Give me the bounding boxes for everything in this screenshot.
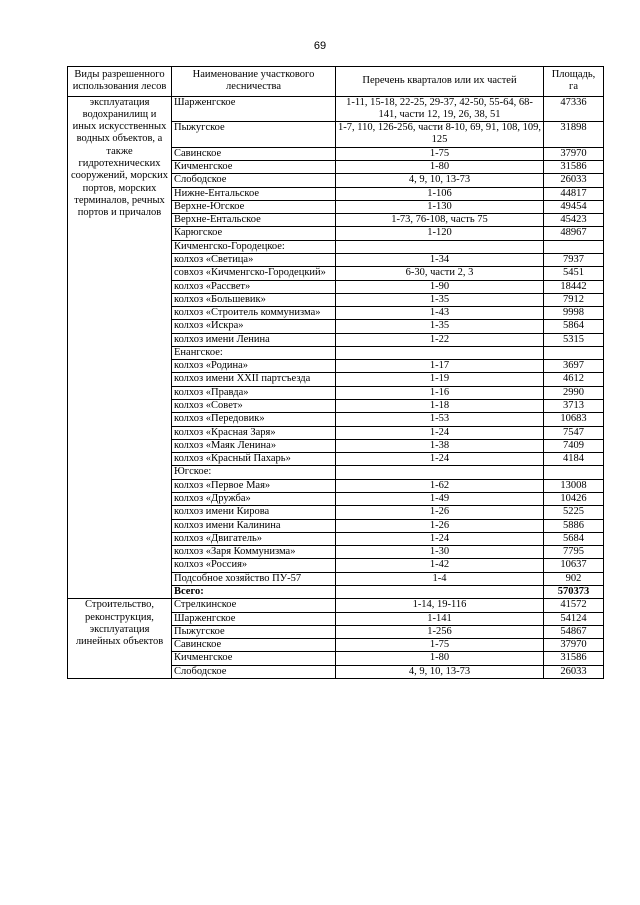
forestry-name-cell: Всего: [172,585,336,598]
forestry-name-cell: Кичменгское [172,652,336,665]
quarters-cell: 1-80 [336,160,544,173]
quarters-cell: 1-106 [336,187,544,200]
forestry-name-cell: Югское: [172,466,336,479]
forestry-name-cell: колхоз «Строитель коммунизма» [172,307,336,320]
quarters-cell: 1-90 [336,280,544,293]
quarters-cell: 1-26 [336,519,544,532]
quarters-cell: 1-4 [336,572,544,585]
quarters-cell: 1-43 [336,307,544,320]
area-cell: 5451 [544,267,604,280]
use-kind-cell: Строительство, реконструкция, эксплуатация линейных объектов [68,599,172,679]
area-cell: 9998 [544,307,604,320]
area-cell: 5684 [544,532,604,545]
area-cell: 54867 [544,625,604,638]
header-area: Площадь, га [544,67,604,97]
quarters-cell: 1-11, 15-18, 22-25, 29-37, 42-50, 55-64, 68-141, части 12, 19, 26, 38, 51 [336,96,544,122]
quarters-cell: 1-141 [336,612,544,625]
header-kind: Виды разрешенного использования лесов [68,67,172,97]
forestry-name-cell: Шарженгское [172,96,336,122]
area-cell: 47336 [544,96,604,122]
area-cell: 45423 [544,214,604,227]
table-row [68,599,604,612]
quarters-cell: 1-22 [336,333,544,346]
area-cell: 31898 [544,122,604,148]
quarters-cell: 1-38 [336,439,544,452]
forestry-name-cell: колхоз «Первое Мая» [172,479,336,492]
area-cell: 41572 [544,599,604,612]
header-quarters: Перечень кварталов или их частей [336,67,544,97]
quarters-cell: 1-75 [336,639,544,652]
forestry-name-cell: колхоз «Совет» [172,400,336,413]
quarters-cell: 1-16 [336,386,544,399]
forestry-name-cell: Савинское [172,147,336,160]
area-cell: 49454 [544,200,604,213]
area-cell: 5864 [544,320,604,333]
area-cell: 4184 [544,453,604,466]
page-number: 69 [313,40,327,52]
quarters-cell: 1-130 [336,200,544,213]
area-cell: 3697 [544,360,604,373]
quarters-cell: 1-17 [336,360,544,373]
quarters-cell: 1-19 [336,373,544,386]
area-cell: 44817 [544,187,604,200]
area-cell: 18442 [544,280,604,293]
quarters-cell: 4, 9, 10, 13-73 [336,665,544,678]
forestry-name-cell: колхоз «Светица» [172,253,336,266]
quarters-cell: 1-34 [336,253,544,266]
area-cell [544,240,604,253]
area-cell: 570373 [544,585,604,598]
forestry-name-cell: Слободское [172,665,336,678]
quarters-cell: 1-62 [336,479,544,492]
table-body [68,96,604,678]
forestry-name-cell: Верхне-Ентальское [172,214,336,227]
forestry-name-cell: колхоз «Родина» [172,360,336,373]
forestry-name-cell: колхоз «Россия» [172,559,336,572]
quarters-cell: 4, 9, 10, 13-73 [336,174,544,187]
quarters-cell: 1-24 [336,453,544,466]
forestry-name-cell: колхоз «Маяк Ленина» [172,439,336,452]
area-cell: 37970 [544,147,604,160]
forestry-name-cell: Кичменгско-Городецкое: [172,240,336,253]
forestry-name-cell: колхоз «Искра» [172,320,336,333]
area-cell: 10683 [544,413,604,426]
quarters-cell: 1-42 [336,559,544,572]
quarters-cell: 1-120 [336,227,544,240]
area-cell: 7795 [544,546,604,559]
forestry-name-cell: Кичменгское [172,160,336,173]
quarters-cell: 1-14, 19-116 [336,599,544,612]
area-cell: 7937 [544,253,604,266]
area-cell: 7912 [544,293,604,306]
header-forestry: Наименование участкового лесничества [172,67,336,97]
table-row [68,96,604,122]
forestry-name-cell: Шарженгское [172,612,336,625]
quarters-cell: 1-35 [336,320,544,333]
forestry-name-cell: колхоз имени Ленина [172,333,336,346]
forestry-name-cell: Стрелкинское [172,599,336,612]
table-header-row [68,67,604,97]
forestry-name-cell: совхоз «Кичменгско-Городецкий» [172,267,336,280]
forestry-name-cell: Слободское [172,174,336,187]
area-cell: 5315 [544,333,604,346]
area-cell [544,466,604,479]
forestry-name-cell: Пыжугское [172,625,336,638]
area-cell: 5886 [544,519,604,532]
quarters-cell: 1-35 [336,293,544,306]
area-cell [544,346,604,359]
area-cell: 2990 [544,386,604,399]
forestry-name-cell: колхоз «Красный Пахарь» [172,453,336,466]
forest-use-table [67,66,604,679]
forestry-name-cell: Верхне-Югское [172,200,336,213]
quarters-cell: 1-49 [336,493,544,506]
quarters-cell: 6-30, части 2, 3 [336,267,544,280]
forestry-name-cell: колхоз «Двигатель» [172,532,336,545]
forestry-name-cell: колхоз «Красная Заря» [172,426,336,439]
forestry-name-cell: Нижне-Ентальское [172,187,336,200]
quarters-cell: 1-7, 110, 126-256, части 8-10, 69, 91, 108, 109, 125 [336,122,544,148]
forestry-name-cell: колхоз «Заря Коммунизма» [172,546,336,559]
area-cell: 7409 [544,439,604,452]
quarters-cell: 1-30 [336,546,544,559]
area-cell: 26033 [544,665,604,678]
quarters-cell: 1-73, 76-108, часть 75 [336,214,544,227]
quarters-cell: 1-18 [336,400,544,413]
area-cell: 26033 [544,174,604,187]
quarters-cell: 1-24 [336,532,544,545]
area-cell: 37970 [544,639,604,652]
area-cell: 902 [544,572,604,585]
area-cell: 13008 [544,479,604,492]
area-cell: 5225 [544,506,604,519]
quarters-cell: 1-80 [336,652,544,665]
forestry-name-cell: колхоз «Дружба» [172,493,336,506]
forestry-name-cell: Енангское: [172,346,336,359]
forestry-name-cell: Карюгское [172,227,336,240]
quarters-cell [336,346,544,359]
forestry-name-cell: колхоз имени XXII партсъезда [172,373,336,386]
quarters-cell: 1-53 [336,413,544,426]
area-cell: 3713 [544,400,604,413]
use-kind-cell: эксплуатация водохранилищ и иных искусственных водных объектов, а также гидротехнических сооружений, морских портов, морских терминалов, речных портов и причалов [68,96,172,599]
forestry-name-cell: колхоз «Рассвет» [172,280,336,293]
quarters-cell: 1-256 [336,625,544,638]
area-cell: 31586 [544,652,604,665]
forestry-name-cell: колхоз «Большевик» [172,293,336,306]
quarters-cell: 1-75 [336,147,544,160]
forestry-name-cell: колхоз имени Кирова [172,506,336,519]
quarters-cell [336,585,544,598]
forestry-name-cell: колхоз «Правда» [172,386,336,399]
area-cell: 7547 [544,426,604,439]
forestry-name-cell: Подсобное хозяйство ПУ-57 [172,572,336,585]
quarters-cell: 1-26 [336,506,544,519]
forestry-name-cell: Пыжугское [172,122,336,148]
quarters-cell [336,240,544,253]
area-cell: 10637 [544,559,604,572]
area-cell: 54124 [544,612,604,625]
quarters-cell: 1-24 [336,426,544,439]
area-cell: 48967 [544,227,604,240]
forestry-name-cell: Савинское [172,639,336,652]
forestry-name-cell: колхоз «Передовик» [172,413,336,426]
area-cell: 4612 [544,373,604,386]
area-cell: 10426 [544,493,604,506]
area-cell: 31586 [544,160,604,173]
forestry-name-cell: колхоз имени Калинина [172,519,336,532]
quarters-cell [336,466,544,479]
